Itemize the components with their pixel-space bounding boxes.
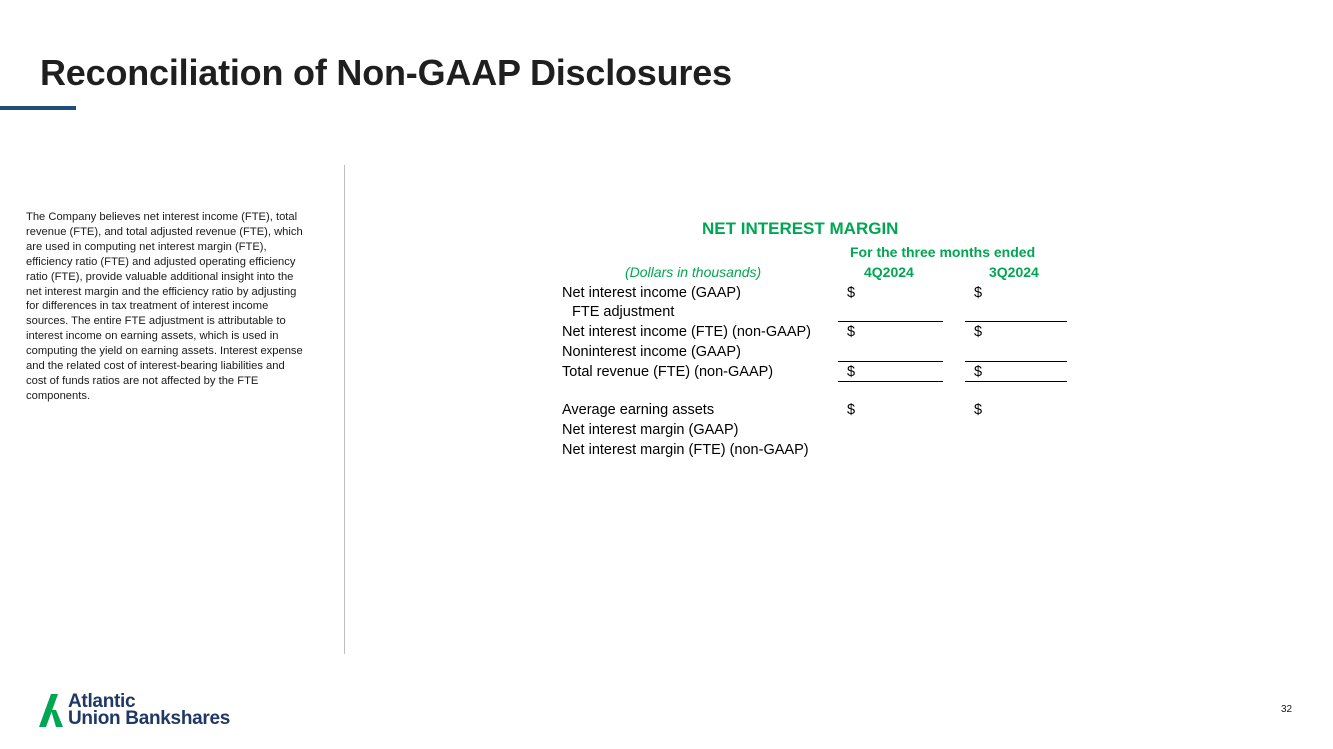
total-rule (965, 381, 1067, 382)
currency-symbol: $ (847, 285, 856, 301)
row-label: Total revenue (FTE) (non-GAAP) (562, 364, 774, 380)
row-label: Net interest income (FTE) (non-GAAP) (562, 324, 811, 340)
currency-symbol: $ (847, 324, 856, 340)
column-header-4q2024: 4Q2024 (864, 264, 914, 280)
logo-line-1: Atlantic (68, 691, 136, 712)
subtotal-rule (838, 321, 943, 322)
row-label: Net interest margin (FTE) (non-GAAP) (562, 442, 809, 458)
column-header-3q2024: 3Q2024 (989, 264, 1039, 280)
period-header: For the three months ended (850, 244, 1036, 260)
total-rule (838, 381, 943, 382)
currency-symbol: $ (974, 402, 983, 418)
subtotal-rule (838, 361, 943, 362)
slide-title: Reconciliation of Non-GAAP Disclosures (40, 52, 732, 93)
company-logo (38, 692, 268, 732)
row-label: Net interest income (GAAP) (562, 285, 741, 301)
triangle-a-logo-icon (38, 692, 68, 728)
logo-line-2: Union Bankshares (68, 708, 231, 729)
row-label: FTE adjustment (572, 304, 675, 320)
page-number: 32 (1281, 704, 1293, 715)
currency-symbol: $ (974, 364, 983, 380)
subtotal-rule (965, 321, 1067, 322)
currency-symbol: $ (974, 324, 983, 340)
units-label: (Dollars in thousands) (625, 264, 762, 280)
table-title: NET INTEREST MARGIN (702, 219, 899, 238)
vertical-divider (344, 165, 345, 654)
subtotal-rule (965, 361, 1067, 362)
row-label: Noninterest income (GAAP) (562, 344, 741, 360)
row-label: Average earning assets (562, 402, 715, 418)
currency-symbol: $ (974, 285, 983, 301)
sidebar-description: The Company believes net interest income (FTE), total revenue (FTE), and total adjusted revenue (FTE), which are used in computing net interest margin (FTE), efficiency ratio (FTE) and adjusted operating efficiency ratio (FTE), provide valuable additional insight into the net interest margin and the efficiency ratio by adjusting for differences in tax treatment of interest income sources. The entire FTE adjustment is attributable to interest income on earning assets, which is used in computing the yield on earning assets. Interest expense and the related cost of interest-bearing liabilities and cost of funds ratios are not affected by the FTE components. (26, 211, 303, 402)
currency-symbol: $ (847, 364, 856, 380)
title-underline (0, 106, 76, 110)
row-label: Net interest margin (GAAP) (562, 422, 739, 438)
currency-symbol: $ (847, 402, 856, 418)
